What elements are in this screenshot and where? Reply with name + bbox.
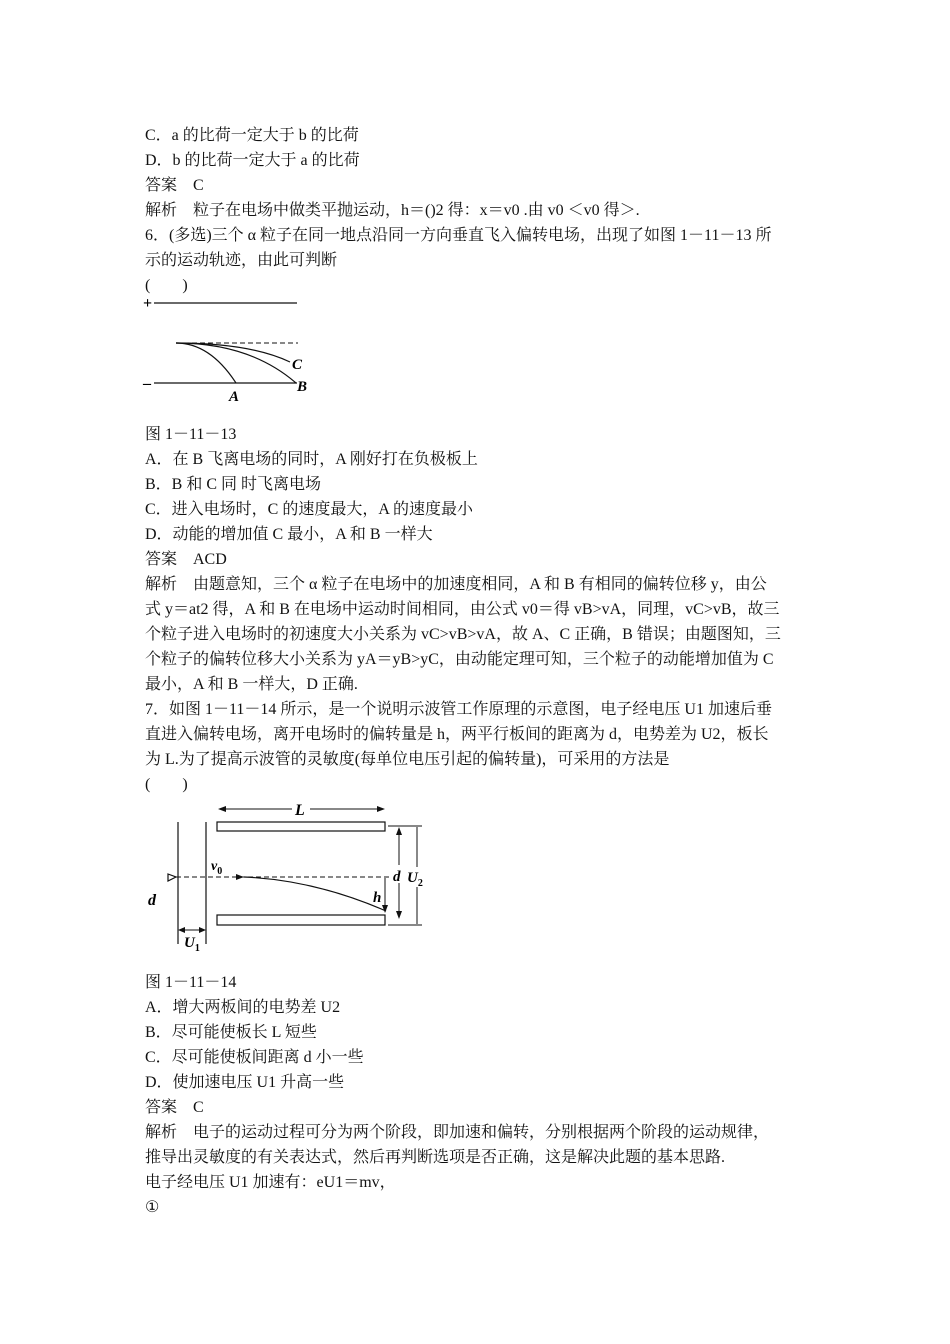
length-label: L: [295, 802, 305, 819]
q7-stem-line2: 直进入偏转电场，离开电场时的偏转量是 h，两平行板间的距离为 d，电势差为 U2，板长: [145, 726, 769, 743]
q7-answer-paren: ( ): [145, 776, 188, 793]
q6-option-b: B．B 和 C 同 时飞离电场: [145, 476, 322, 493]
q7-option-d: D．使加速电压 U1 升高一些: [145, 1074, 345, 1091]
electron-gun-icon: [168, 874, 176, 881]
q6-figure-caption: 图 1－11－13: [145, 426, 237, 443]
q5-option-d: D．b 的比荷一定大于 a 的比荷: [145, 152, 360, 169]
q5-answer: 答案 C: [145, 177, 204, 194]
q6-analysis-line3: 个粒子进入电场时的初速度大小关系为 vC>vB>vA，故 A、C 正确，B 错误；由题图知，三: [145, 626, 781, 643]
q6-stem-line2: 示的运动轨迹，由此可判断: [145, 252, 338, 269]
q6-stem-line1: 6．(多选)三个 α 粒子在同一地点沿同一方向垂直飞入偏转电场，出现了如图 1－11－13 所: [145, 227, 772, 244]
q6-option-d: D．动能的增加值 C 最小，A 和 B 一样大: [145, 526, 433, 543]
lower-deflection-plate: [217, 915, 385, 925]
q7-analysis-line3: 电子经电压 U1 加速有：eU1＝mv，: [145, 1174, 396, 1191]
minus-terminal: –: [143, 375, 151, 392]
q6-analysis-line5: 最小，A 和 B 一样大，D 正确.: [145, 676, 358, 693]
q5-option-c: C．a 的比荷一定大于 b 的比荷: [145, 127, 359, 144]
q7-stem-line1: 7．如图 1－11－14 所示，是一个说明示波管工作原理的示意图，电子经电压 U1 加速后垂: [145, 701, 772, 718]
q6-analysis-line1: 解析 由题意知，三个 α 粒子在电场中的加速度相同，A 和 B 有相同的偏转位移 y，由公: [145, 576, 767, 593]
q7-stem-line3: 为 L.为了提高示波管的灵敏度(每单位电压引起的偏转量)，可采用的方法是: [145, 751, 670, 768]
q7-option-b: B．尽可能使板长 L 短些: [145, 1024, 317, 1041]
q6-option-c: C．进入电场时，C 的速度最大，A 的速度最小: [145, 501, 474, 518]
q7-answer: 答案 C: [145, 1099, 204, 1116]
plus-terminal: +: [143, 295, 153, 312]
deflection-h-arrow-bottom: [382, 905, 388, 913]
figure-1-11-13: [140, 292, 320, 404]
q7-figure-caption: 图 1－11－14: [145, 974, 237, 991]
length-arrow-right: [377, 806, 385, 812]
u1-arrow-right: [199, 927, 206, 933]
label-c: C: [292, 357, 303, 373]
q7-analysis-line1: 解析 电子的运动过程可分为两个阶段，即加速和偏转，分别根据两个阶段的运动规律，: [145, 1124, 770, 1141]
q7-option-c: C．尽可能使板间距离 d 小一些: [145, 1049, 364, 1066]
upper-deflection-plate: [217, 822, 385, 831]
velocity-arrow-icon: [236, 874, 244, 880]
q6-analysis-line4: 个粒子的偏转位移大小关系为 yA＝yB>yC，由动能定理可知，三个粒子的动能增加值为 C: [145, 651, 774, 668]
q6-analysis-line2: 式 y＝at2 得，A 和 B 在电场中运动时间相同，由公式 v0＝得 vB>vA，同理，vC>vB，故三: [145, 601, 780, 618]
q6-option-a: A．在 B 飞离电场的同时，A 刚好打在负极板上: [145, 451, 478, 468]
length-arrow-left: [218, 806, 226, 812]
q5-analysis: 解析 粒子在电场中做类平抛运动，h＝()2 得：x＝v0 .由 v0 ＜v0 得＞.: [145, 202, 640, 219]
q7-analysis-line2: 推导出灵敏度的有关表达式，然后再判断选项是否正确，这是解决此题的基本思路.: [145, 1149, 726, 1166]
u1-label: $U_1$: [184, 935, 200, 954]
trajectory-b: [176, 343, 296, 383]
left-d-label: d: [148, 892, 156, 909]
velocity-label: $v_0$: [211, 859, 223, 877]
plate-gap-arrow-bottom: [396, 911, 402, 919]
u2-label: $U_2$: [407, 870, 423, 889]
equation-marker: ①: [145, 1199, 160, 1216]
electron-trajectory: [244, 877, 386, 911]
plate-gap-d-label: d: [393, 869, 401, 885]
label-b: B: [297, 379, 308, 395]
q7-option-a: A．增大两板间的电势差 U2: [145, 999, 341, 1016]
q6-answer: 答案 ACD: [145, 551, 227, 568]
figure-1-11-14: [140, 798, 440, 956]
q6-answer-paren: ( ): [145, 277, 188, 294]
plate-gap-arrow-top: [396, 827, 402, 835]
deflection-h-label: h: [373, 890, 382, 906]
label-a: A: [229, 389, 240, 404]
u1-arrow-left: [178, 927, 185, 933]
